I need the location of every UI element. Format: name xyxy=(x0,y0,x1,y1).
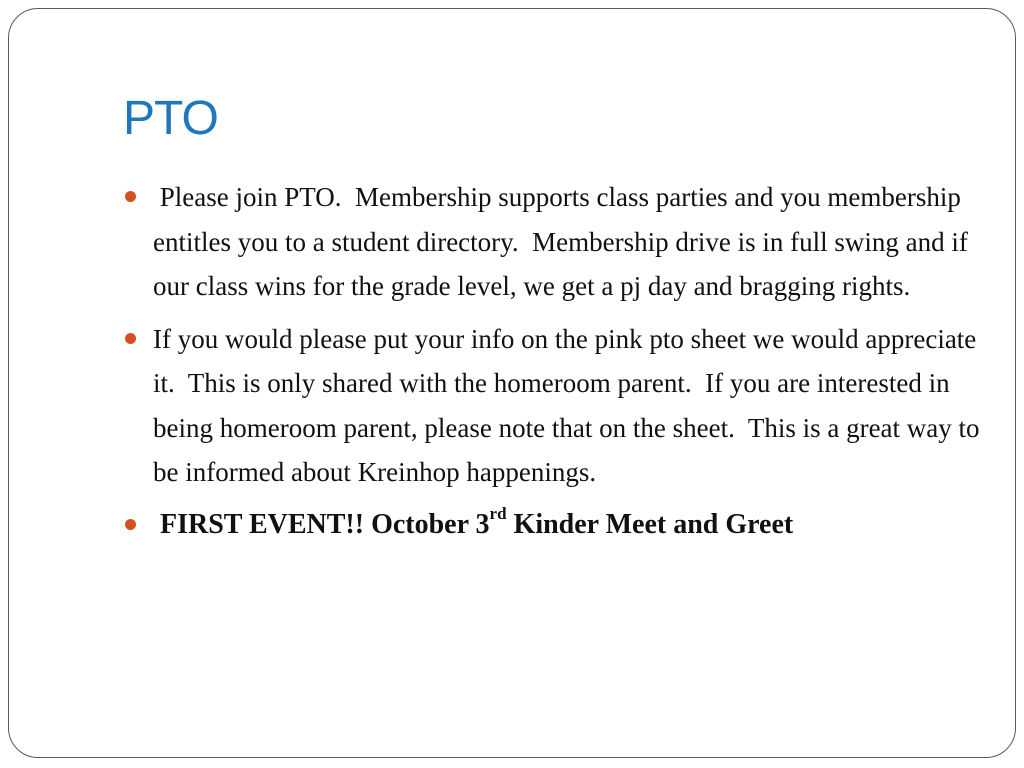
event-text-before: FIRST EVENT!! October 3 xyxy=(153,508,490,540)
bullet-list xyxy=(125,175,985,555)
event-text-after: Kinder Meet and Greet xyxy=(506,508,794,540)
bullet-dot-icon xyxy=(125,519,136,530)
slide-title: PTO xyxy=(123,92,218,145)
bullet-dot-icon xyxy=(125,333,136,344)
bullet-text-membership: Please join PTO. Membership supports class parties and you membership entitles you to a student directory. Membership drive is in full swing and if our class wins for the grade level, we get a pj day and bragging rights. xyxy=(153,182,975,301)
slide-frame xyxy=(8,8,1016,758)
bullet-dot-icon xyxy=(125,191,136,202)
bullet-item-info-sheet xyxy=(125,317,985,495)
event-date-superscript: rd xyxy=(489,504,507,524)
bullet-item-first-event xyxy=(125,503,985,548)
bullet-item-membership xyxy=(125,175,985,309)
bullet-text-info-sheet: If you would please put your info on the pink pto sheet we would appreciate it. This is only shared with the homeroom parent. If you are interested in being homeroom parent, please note that on the sheet. This is a great way to be informed about Kreinhop happenings. xyxy=(153,323,987,487)
